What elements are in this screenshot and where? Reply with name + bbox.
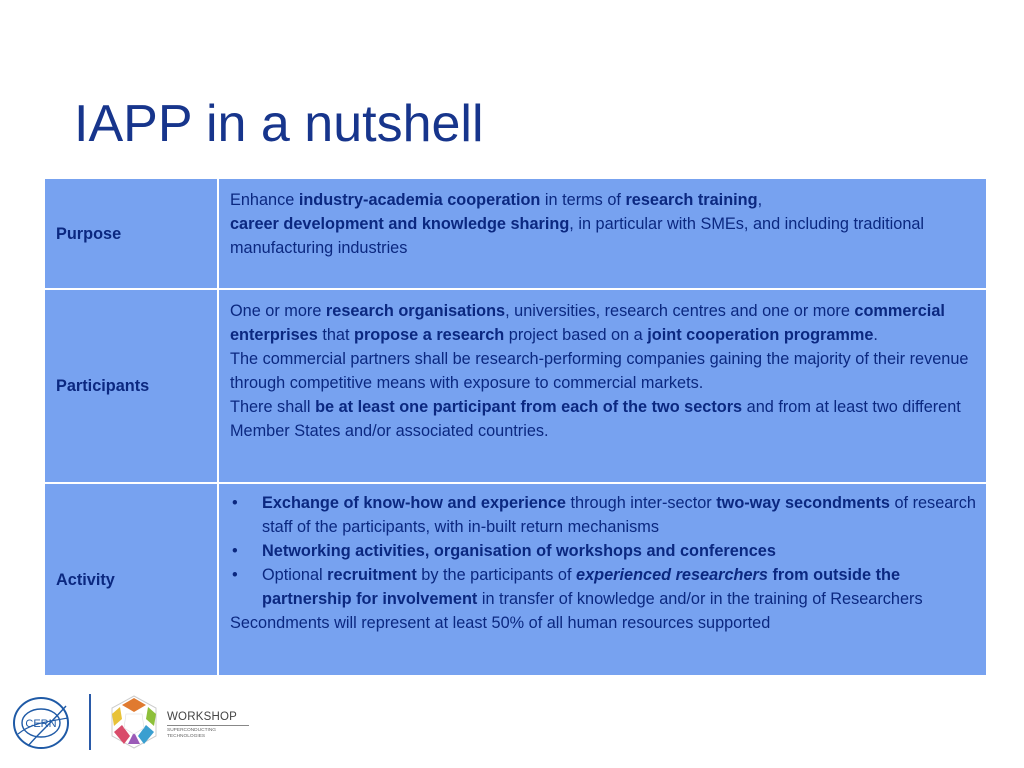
info-table — [43, 177, 988, 677]
workshop-subtitle — [167, 728, 216, 739]
workshop-subtitle-line-1: SUPERCONDUCTING — [167, 728, 217, 733]
footer-logos — [0, 676, 300, 766]
bullet-item — [230, 491, 976, 539]
cern-logo — [10, 694, 72, 752]
text-run: , universities, research centres and one or more — [505, 302, 855, 320]
paragraph-line — [230, 347, 976, 395]
text-run: research organisations — [325, 302, 506, 320]
text-run: that — [317, 326, 355, 344]
workshop-name: WORKSHOP — [167, 711, 237, 723]
text-run: commercial enterprises — [230, 302, 945, 344]
text-run: project based on a — [504, 326, 648, 344]
row-label-participants: Participants — [44, 289, 218, 483]
paragraph-line — [230, 188, 976, 212]
row-content-activity — [218, 483, 987, 676]
text-run: , in particular with SMEs, and including traditional manufacturing industries — [230, 215, 925, 257]
row-label-purpose: Purpose — [44, 178, 218, 289]
paragraph-line — [230, 611, 976, 635]
text-run: . — [873, 326, 878, 344]
text-run: research training — [625, 191, 758, 209]
text-run: Enhance — [230, 191, 299, 209]
row-label-activity: Activity — [44, 483, 218, 676]
bullet-item — [230, 539, 976, 563]
table-row-purpose — [44, 178, 987, 289]
text-run: be at least one participant from each of the two sectors — [315, 398, 743, 416]
row-content-purpose — [218, 178, 987, 289]
text-run: of research staff of the participants, with in-built return mechanisms — [262, 494, 976, 536]
paragraph-line — [230, 299, 976, 347]
text-run: Exchange of know-how and experience — [262, 494, 566, 512]
text-run: , — [757, 191, 763, 209]
text-run: by the participants of — [416, 566, 577, 584]
paragraph-line — [230, 212, 976, 260]
workshop-logo — [104, 692, 164, 752]
table-row-activity — [44, 483, 987, 676]
text-run: The commercial partners shall be research-performing companies gaining the majority of their revenue through competitive means with exposure to commercial markets. — [230, 350, 969, 392]
text-run: recruitment — [327, 566, 417, 584]
text-run: and from at least two different Member States and/or associated countries. — [230, 398, 961, 440]
text-run: Networking activities, organisation of workshops and conferences — [262, 542, 776, 560]
footer-divider — [89, 694, 91, 750]
slide-title: IAPP in a nutshell — [74, 95, 484, 153]
text-run: propose a research — [354, 326, 505, 344]
row-content-participants — [218, 289, 987, 483]
text-run: joint cooperation programme — [647, 326, 874, 344]
workshop-subtitle-line-2: TECHNOLOGIES — [167, 733, 206, 739]
text-run: from outside the partnership for involvement — [262, 566, 901, 608]
text-run: in terms of — [540, 191, 626, 209]
text-run: experienced researchers — [576, 566, 768, 584]
text-run: two-way secondments — [716, 494, 890, 512]
workshop-rule — [167, 725, 249, 726]
text-run: career development and knowledge sharing — [230, 215, 570, 233]
table-row-participants — [44, 289, 987, 483]
cern-logo-text: CERN — [25, 718, 57, 730]
text-run: Optional — [262, 566, 328, 584]
text-run: Secondments will represent at least 50% of all human resources supported — [230, 614, 771, 632]
paragraph-line — [230, 395, 976, 443]
text-run: through inter-sector — [566, 494, 717, 512]
bullet-item — [230, 563, 976, 611]
text-run: One or more — [230, 302, 326, 320]
text-run: industry-academia cooperation — [298, 191, 541, 209]
text-run: There shall — [230, 398, 316, 416]
bullet-list — [230, 491, 976, 611]
text-run: in transfer of knowledge and/or in the training of Researchers — [477, 590, 923, 608]
